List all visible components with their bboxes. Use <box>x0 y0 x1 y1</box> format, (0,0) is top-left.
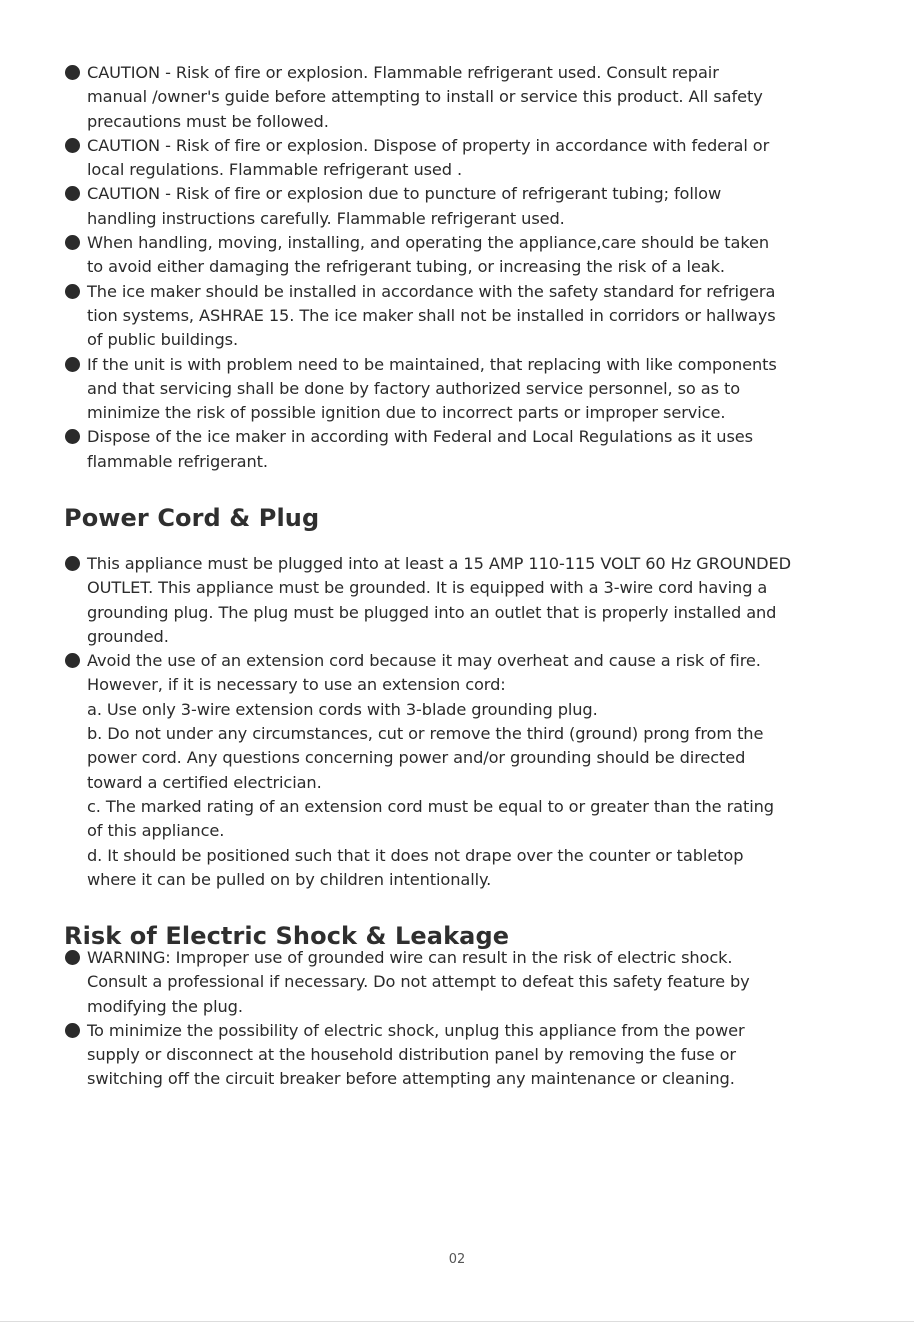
bullet-icon <box>65 950 80 965</box>
list-item <box>64 353 864 426</box>
text-line: The ice maker should be installed in accordance with the safety standard for refrigera <box>87 281 776 301</box>
text-line: grounded. <box>87 626 169 646</box>
text-line: minimize the risk of possible ignition due to incorrect parts or improper service. <box>87 403 726 423</box>
text-line: and that servicing shall be done by factory authorized service personnel, so as to <box>87 378 741 398</box>
bullet-icon <box>65 138 80 153</box>
list-item <box>64 134 864 183</box>
list-item <box>64 280 864 353</box>
caution-list <box>64 61 864 474</box>
text-line: local regulations. Flammable refrigerant used . <box>87 160 463 180</box>
list-item <box>64 425 864 474</box>
power-cord-list <box>64 552 864 892</box>
bullet-icon <box>65 429 80 444</box>
bullet-icon <box>65 235 80 250</box>
bullet-icon <box>65 186 80 201</box>
list-item <box>64 649 864 673</box>
bullet-icon <box>65 65 80 80</box>
text-line: a. Use only 3-wire extension cords with 3-blade grounding plug. <box>87 699 598 719</box>
page-number: 02 <box>448 1252 466 1267</box>
text-line: of public buildings. <box>87 330 239 350</box>
text-line: flammable refrigerant. <box>87 451 268 471</box>
text-line: Dispose of the ice maker in according with Federal and Local Regulations as it uses <box>87 427 753 447</box>
text-line: manual /owner's guide before attempting to install or service this product. All safety <box>87 87 763 107</box>
text-line: supply or disconnect at the household distribution panel by removing the fuse or <box>87 1045 736 1065</box>
text-line: WARNING: Improper use of grounded wire can result in the risk of electric shock. <box>87 948 733 967</box>
text-line: switching off the circuit breaker before attempting any maintenance or cleaning. <box>87 1069 735 1089</box>
text-line: Consult a professional if necessary. Do not attempt to defeat this safety feature by <box>87 972 750 992</box>
list-item <box>64 182 864 231</box>
text-line: to avoid either damaging the refrigerant tubing, or increasing the risk of a leak. <box>87 257 725 277</box>
text-line: grounding plug. The plug must be plugged into an outlet that is properly installed and <box>87 602 777 622</box>
text-line: precautions must be followed. <box>87 111 329 131</box>
text-line: To minimize the possibility of electric shock, unplug this appliance from the power <box>87 1020 745 1040</box>
section-heading-power-cord: Power Cord & Plug <box>64 504 320 532</box>
text-line: CAUTION - Risk of fire or explosion. Dispose of property in accordance with federal or <box>87 135 770 155</box>
bullet-icon <box>65 357 80 372</box>
bullet-icon <box>65 653 80 668</box>
section-heading-electric-shock: Risk of Electric Shock & Leakage <box>64 922 510 950</box>
text-line: where it can be pulled on by children intentionally. <box>87 869 492 889</box>
text-line: toward a certified electrician. <box>87 772 322 792</box>
page-bottom-rule <box>0 1321 914 1322</box>
list-item <box>64 552 864 649</box>
text-line: tion systems, ASHRAE 15. The ice maker shall not be installed in corridors or hallways <box>87 305 776 325</box>
text-line: modifying the plug. <box>87 996 243 1016</box>
text-line: d. It should be positioned such that it does not drape over the counter or tabletop <box>87 845 744 865</box>
electric-shock-list <box>64 946 864 1092</box>
text-line: CAUTION - Risk of fire or explosion. Flammable refrigerant used. Consult repair <box>87 63 719 82</box>
text-line: b. Do not under any circumstances, cut or remove the third (ground) prong from the <box>87 724 764 744</box>
text-line: Avoid the use of an extension cord because it may overheat and cause a risk of fire. <box>87 651 761 671</box>
list-item <box>64 231 864 280</box>
extension-cord-instructions <box>64 673 864 892</box>
text-line: OUTLET. This appliance must be grounded. It is equipped with a 3-wire cord having a <box>87 578 768 598</box>
bullet-icon <box>65 1023 80 1038</box>
list-item <box>64 946 864 1019</box>
text-line: If the unit is with problem need to be maintained, that replacing with like components <box>87 354 777 374</box>
text-line: c. The marked rating of an extension cord must be equal to or greater than the rating <box>87 796 774 816</box>
text-line: This appliance must be plugged into at least a 15 AMP 110-115 VOLT 60 Hz GROUNDED <box>87 554 792 573</box>
list-item <box>64 1019 864 1092</box>
bullet-icon <box>65 284 80 299</box>
text-line: When handling, moving, installing, and operating the appliance,care should be taken <box>87 233 770 253</box>
text-line: handling instructions carefully. Flammable refrigerant used. <box>87 208 565 228</box>
bullet-icon <box>65 556 80 571</box>
text-line: However, if it is necessary to use an extension cord: <box>87 675 506 695</box>
list-item <box>64 61 864 134</box>
text-line: power cord. Any questions concerning power and/or grounding should be directed <box>87 748 746 768</box>
text-line: of this appliance. <box>87 821 225 841</box>
text-line: CAUTION - Risk of fire or explosion due to puncture of refrigerant tubing; follow <box>87 184 722 204</box>
